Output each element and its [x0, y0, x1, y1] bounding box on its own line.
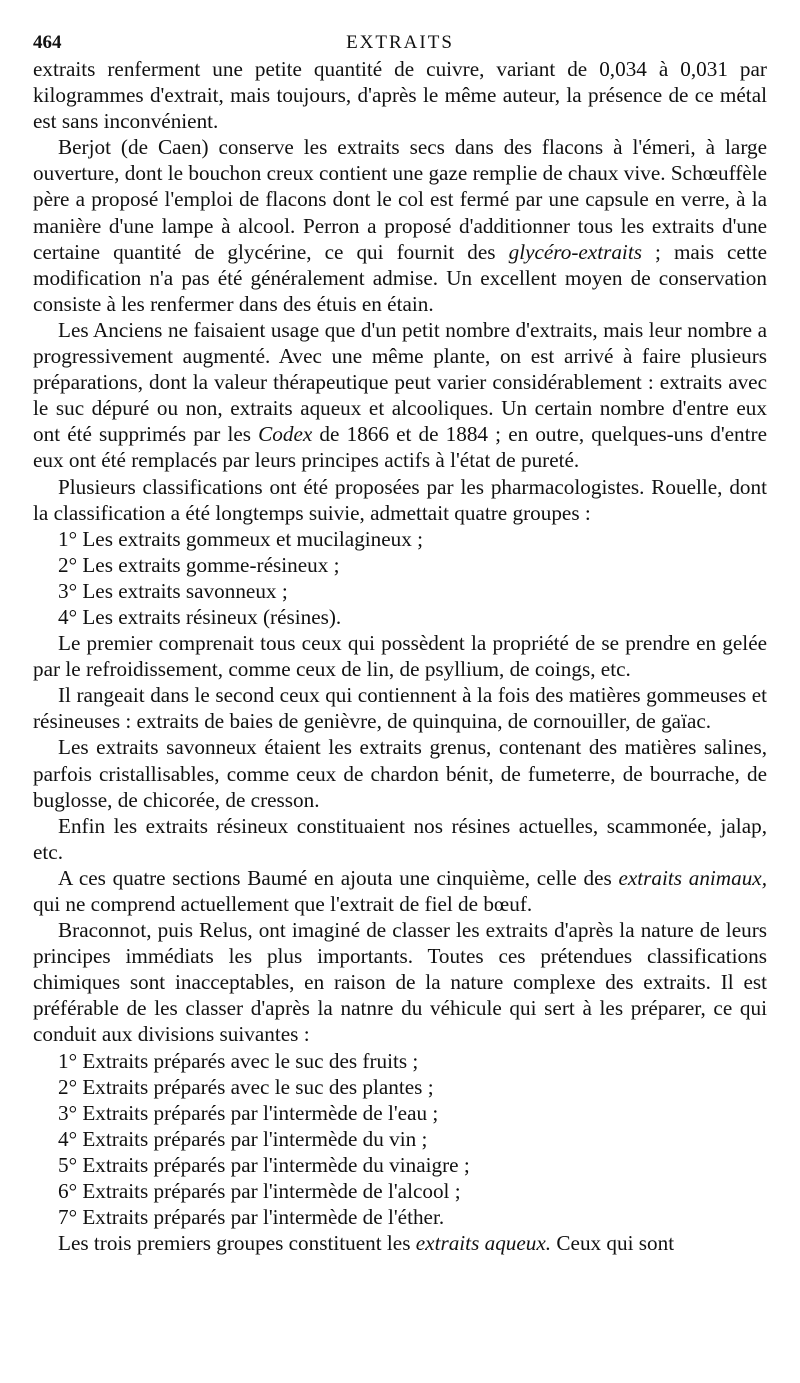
- paragraph-history: Les Anciens ne faisaient usage que d'un petit nombre d'extraits, mais leur nombre a progressivement augmenté. Avec une même plante, on est arrivé à faire plusieurs préparations, dont la valeur thérapeutique peut varier considérablement : extraits avec le suc dépuré ou non, extraits aqueux et alcooliques. Un certain nombre d'entre eux ont été supprimés par les Codex de 1866 et de 1884 ; en outre, quelques-uns d'entre eux ont été remplacés par leurs principes actifs à l'état de pureté.: [33, 317, 767, 473]
- paragraph-second-group: Il rangeait dans le second ceux qui contiennent à la fois des matières gommeuses et résineuses : extraits de baies de genièvre, de quinquina, de cornouiller, de gaïac.: [33, 683, 767, 734]
- list-item: 7° Extraits préparés par l'intermède de l'éther.: [58, 1205, 445, 1230]
- list-item: 4° Extraits préparés par l'intermède du vin ;: [58, 1126, 428, 1151]
- page-number: 464: [33, 32, 62, 53]
- list-item: 4° Les extraits résineux (résines).: [58, 604, 342, 629]
- list-item: 3° Extraits préparés par l'intermède de l'eau ;: [58, 1100, 439, 1125]
- italic-term: glycéro-extraits: [508, 239, 642, 264]
- paragraph-fourth-group: Enfin les extraits résineux constituaient nos résines actuelles, scammonée, jalap, etc.: [33, 813, 767, 864]
- page-body: [33, 56, 767, 1256]
- book-page: [33, 30, 767, 1256]
- page-header: [33, 30, 767, 56]
- paragraph-continuation: extraits renferment une petite quantité de cuivre, variant de 0,034 à 0,031 par kilogrammes d'extrait, mais toujours, d'après le même auteur, la présence de ce métal est sans inconvénient.: [33, 57, 767, 134]
- list-item: 2° Extraits préparés avec le suc des plantes ;: [58, 1074, 434, 1099]
- paragraph-aqueous: Les trois premiers groupes constituent les extraits aqueux. Ceux qui sont: [58, 1231, 675, 1256]
- paragraph-third-group: Les extraits savonneux étaient les extraits grenus, contenant des matières salines, parfois cristallisables, comme ceux de chardon bénit, de fumeterre, de bourrache, de buglosse, de chicorée, de cresson.: [33, 735, 767, 812]
- list-item: 3° Les extraits savonneux ;: [58, 578, 288, 603]
- list-item: 1° Les extraits gommeux et mucilagineux ;: [58, 526, 424, 551]
- list-item: 1° Extraits préparés avec le suc des fruits ;: [58, 1048, 419, 1073]
- vehicle-divisions-list: [33, 1048, 767, 1231]
- paragraph-first-group: Le premier comprenait tous ceux qui possèdent la propriété de se prendre en gelée par le refroidissement, comme ceux de lin, de psyllium, de coings, etc.: [33, 631, 767, 682]
- list-item: 5° Extraits préparés par l'intermède du vinaigre ;: [58, 1152, 470, 1177]
- list-item: 2° Les extraits gomme-résineux ;: [58, 552, 340, 577]
- italic-term: Codex: [258, 422, 313, 447]
- paragraph-conservation: Berjot (de Caen) conserve les extraits secs dans des flacons à l'émeri, à large ouverture, dont le bouchon creux contient une gaze remplie de chaux vive. Schœuffèle père a proposé l'emploi de flacons dont le col est fermé par une capsule en verre, à la manière d'une lampe à alcool. Perron a proposé d'additionner tous les extraits d'une certaine quantité de glycérine, ce qui fournit des glycéro-extraits ; mais cette modification n'a pas été généralement admise. Un excellent moyen de conservation consiste à les renfermer dans des étuis en étain.: [33, 135, 767, 316]
- running-title: EXTRAITS: [346, 32, 454, 53]
- rouelle-groups-list: [33, 526, 767, 630]
- paragraph-braconnot: Braconnot, puis Relus, ont imaginé de classer les extraits d'après la nature de leurs principes immédiats les plus importants. Toutes ces prétendues classifications chimiques sont inacceptables, en raison de la nature complexe des extraits. Il est préférable de les classer d'après la natnre du véhicule qui sert à les préparer, ce qui conduit aux divisions suivantes :: [33, 918, 767, 1047]
- italic-term: extraits aqueux.: [415, 1231, 552, 1256]
- paragraph-classifications: Plusieurs classifications ont été proposées par les pharmacologistes. Rouelle, dont la classification a été longtemps suivie, admettait quatre groupes :: [33, 474, 767, 525]
- italic-term: extraits animaux,: [618, 865, 767, 890]
- list-item: 6° Extraits préparés par l'intermède de l'alcool ;: [58, 1179, 461, 1204]
- paragraph-baume: A ces quatre sections Baumé en ajouta une cinquième, celle des extraits animaux, qui ne comprend actuellement que l'extrait de fiel de bœuf.: [33, 865, 767, 916]
